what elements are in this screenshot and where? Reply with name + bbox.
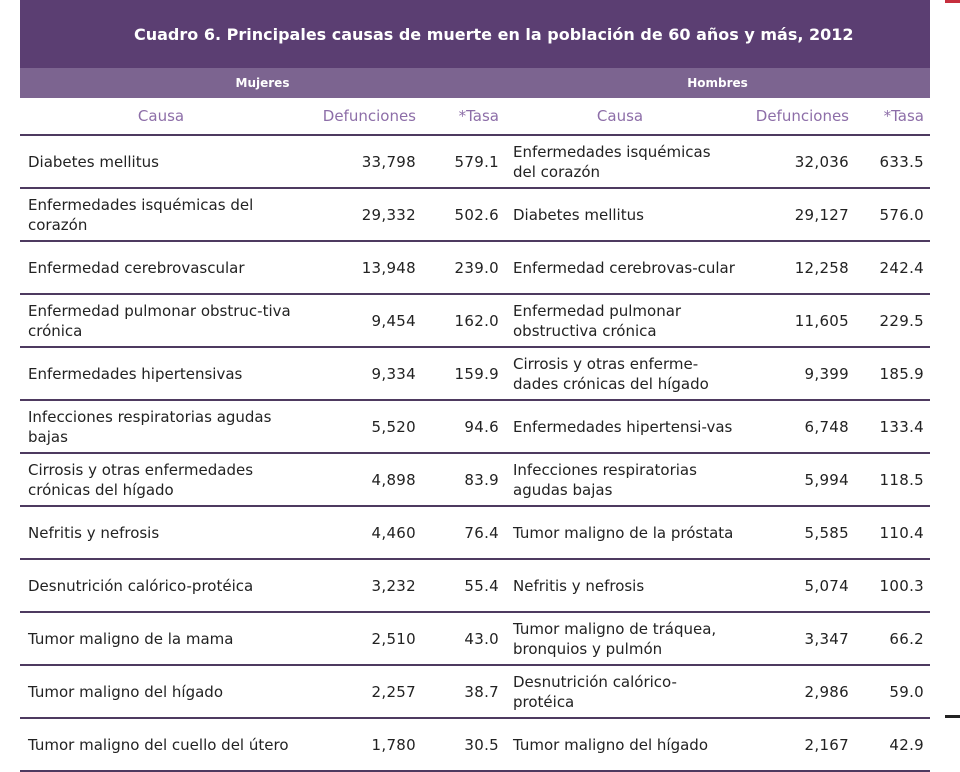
- cell-women-deaths: 33,798: [361, 152, 416, 171]
- cell-men-cause: Enfermedades hipertensi-vas: [513, 417, 733, 436]
- group-women: Mujeres: [235, 76, 290, 90]
- cell-women-rate: 55.4: [464, 576, 499, 595]
- table-row: [20, 454, 930, 507]
- cell-men-deaths: 29,127: [794, 205, 849, 224]
- cell-men-deaths: 32,036: [794, 152, 849, 171]
- cell-women-cause: Tumor maligno del hígado: [28, 682, 223, 701]
- cell-women-deaths: 3,232: [371, 576, 416, 595]
- cell-women-rate: 83.9: [464, 470, 499, 489]
- cell-men-cause: Infecciones respiratorias agudas bajas: [513, 460, 697, 499]
- cell-women-rate: 38.7: [464, 682, 499, 701]
- table-title: Cuadro 6. Principales causas de muerte en la población de 60 años y más, 2012: [20, 0, 930, 68]
- cell-men-deaths: 3,347: [804, 629, 849, 648]
- group-men: Hombres: [687, 76, 748, 90]
- table-row: [20, 719, 930, 772]
- cell-women-deaths: 9,334: [371, 364, 416, 383]
- mortality-table: [20, 0, 930, 772]
- cell-women-cause: Enfermedades isquémicas del corazón: [28, 195, 254, 234]
- cell-men-rate: 229.5: [879, 311, 924, 330]
- cell-women-deaths: 5,520: [371, 417, 416, 436]
- cell-women-deaths: 4,898: [371, 470, 416, 489]
- table-row: [20, 507, 930, 560]
- cell-women-rate: 579.1: [454, 152, 499, 171]
- corner-bottom-line: [945, 715, 960, 718]
- cell-women-rate: 43.0: [464, 629, 499, 648]
- cell-women-cause: Enfermedad cerebrovascular: [28, 258, 245, 277]
- table-row: [20, 189, 930, 242]
- corner-accent-bar: [945, 0, 960, 3]
- cell-women-cause: Enfermedad pulmonar obstruc-tiva crónica: [28, 301, 291, 340]
- cell-women-cause: Cirrosis y otras enfermedades crónicas del hígado: [28, 460, 254, 499]
- cell-women-cause: Tumor maligno del cuello del útero: [28, 735, 289, 754]
- cell-women-rate: 502.6: [454, 205, 499, 224]
- cell-men-rate: 185.9: [879, 364, 924, 383]
- cell-men-rate: 42.9: [889, 735, 924, 754]
- cell-women-cause: Desnutrición calórico-protéica: [28, 576, 254, 595]
- cell-women-deaths: 13,948: [361, 258, 416, 277]
- cell-women-rate: 162.0: [454, 311, 499, 330]
- cell-men-deaths: 6,748: [804, 417, 849, 436]
- cell-men-rate: 242.4: [879, 258, 924, 277]
- cell-women-cause: Tumor maligno de la mama: [28, 629, 234, 648]
- cell-women-deaths: 4,460: [371, 523, 416, 542]
- cell-men-rate: 133.4: [879, 417, 924, 436]
- cell-men-deaths: 5,994: [804, 470, 849, 489]
- table-row: [20, 242, 930, 295]
- table-row: [20, 401, 930, 454]
- cell-men-cause: Nefritis y nefrosis: [513, 576, 645, 595]
- cell-men-deaths: 12,258: [794, 258, 849, 277]
- col-women-rate: *Tasa: [458, 107, 499, 125]
- col-men-deaths: Defunciones: [755, 107, 849, 125]
- cell-men-deaths: 11,605: [794, 311, 849, 330]
- cell-women-deaths: 2,257: [371, 682, 416, 701]
- cell-women-rate: 30.5: [464, 735, 499, 754]
- col-women-cause: Causa: [137, 107, 185, 125]
- cell-men-deaths: 5,074: [804, 576, 849, 595]
- group-header-row: [20, 68, 930, 98]
- cell-men-cause: Cirrosis y otras enferme-dades crónicas del hígado: [513, 354, 709, 393]
- table-row: [20, 136, 930, 189]
- col-men-rate: *Tasa: [883, 107, 924, 125]
- cell-women-deaths: 9,454: [371, 311, 416, 330]
- cell-women-deaths: 29,332: [361, 205, 416, 224]
- cell-men-cause: Tumor maligno de la próstata: [513, 523, 734, 542]
- cell-men-deaths: 9,399: [804, 364, 849, 383]
- table-row: [20, 666, 930, 719]
- cell-women-cause: Enfermedades hipertensivas: [28, 364, 243, 383]
- cell-women-cause: Nefritis y nefrosis: [28, 523, 160, 542]
- table-row: [20, 560, 930, 613]
- cell-women-rate: 94.6: [464, 417, 499, 436]
- cell-men-rate: 633.5: [879, 152, 924, 171]
- cell-men-rate: 59.0: [889, 682, 924, 701]
- cell-women-rate: 239.0: [454, 258, 499, 277]
- cell-men-cause: Desnutrición calórico-protéica: [513, 672, 677, 711]
- cell-men-cause: Tumor maligno del hígado: [513, 735, 708, 754]
- cell-women-deaths: 2,510: [371, 629, 416, 648]
- cell-men-cause: Enfermedad pulmonar obstructiva crónica: [513, 301, 682, 340]
- cell-men-deaths: 2,986: [804, 682, 849, 701]
- cell-men-rate: 66.2: [889, 629, 924, 648]
- col-men-cause: Causa: [596, 107, 644, 125]
- cell-men-deaths: 2,167: [804, 735, 849, 754]
- cell-women-cause: Infecciones respiratorias agudas bajas: [28, 407, 272, 446]
- cell-men-rate: 118.5: [879, 470, 924, 489]
- cell-men-rate: 100.3: [879, 576, 924, 595]
- cell-men-cause: Enfermedad cerebrovas-cular: [513, 258, 735, 277]
- cell-women-rate: 76.4: [464, 523, 499, 542]
- cell-women-rate: 159.9: [454, 364, 499, 383]
- cell-men-rate: 576.0: [879, 205, 924, 224]
- cell-men-cause: Enfermedades isquémicas del corazón: [513, 142, 711, 181]
- table-body: [20, 136, 930, 772]
- table-row: [20, 295, 930, 348]
- cell-women-cause: Diabetes mellitus: [28, 152, 159, 171]
- table-row: [20, 613, 930, 666]
- cell-men-cause: Tumor maligno de tráquea, bronquios y pulmón: [513, 619, 717, 658]
- cell-men-deaths: 5,585: [804, 523, 849, 542]
- column-header-row: [20, 98, 930, 136]
- cell-men-cause: Diabetes mellitus: [513, 205, 644, 224]
- col-women-deaths: Defunciones: [322, 107, 416, 125]
- cell-men-rate: 110.4: [879, 523, 924, 542]
- table-row: [20, 348, 930, 401]
- cell-women-deaths: 1,780: [371, 735, 416, 754]
